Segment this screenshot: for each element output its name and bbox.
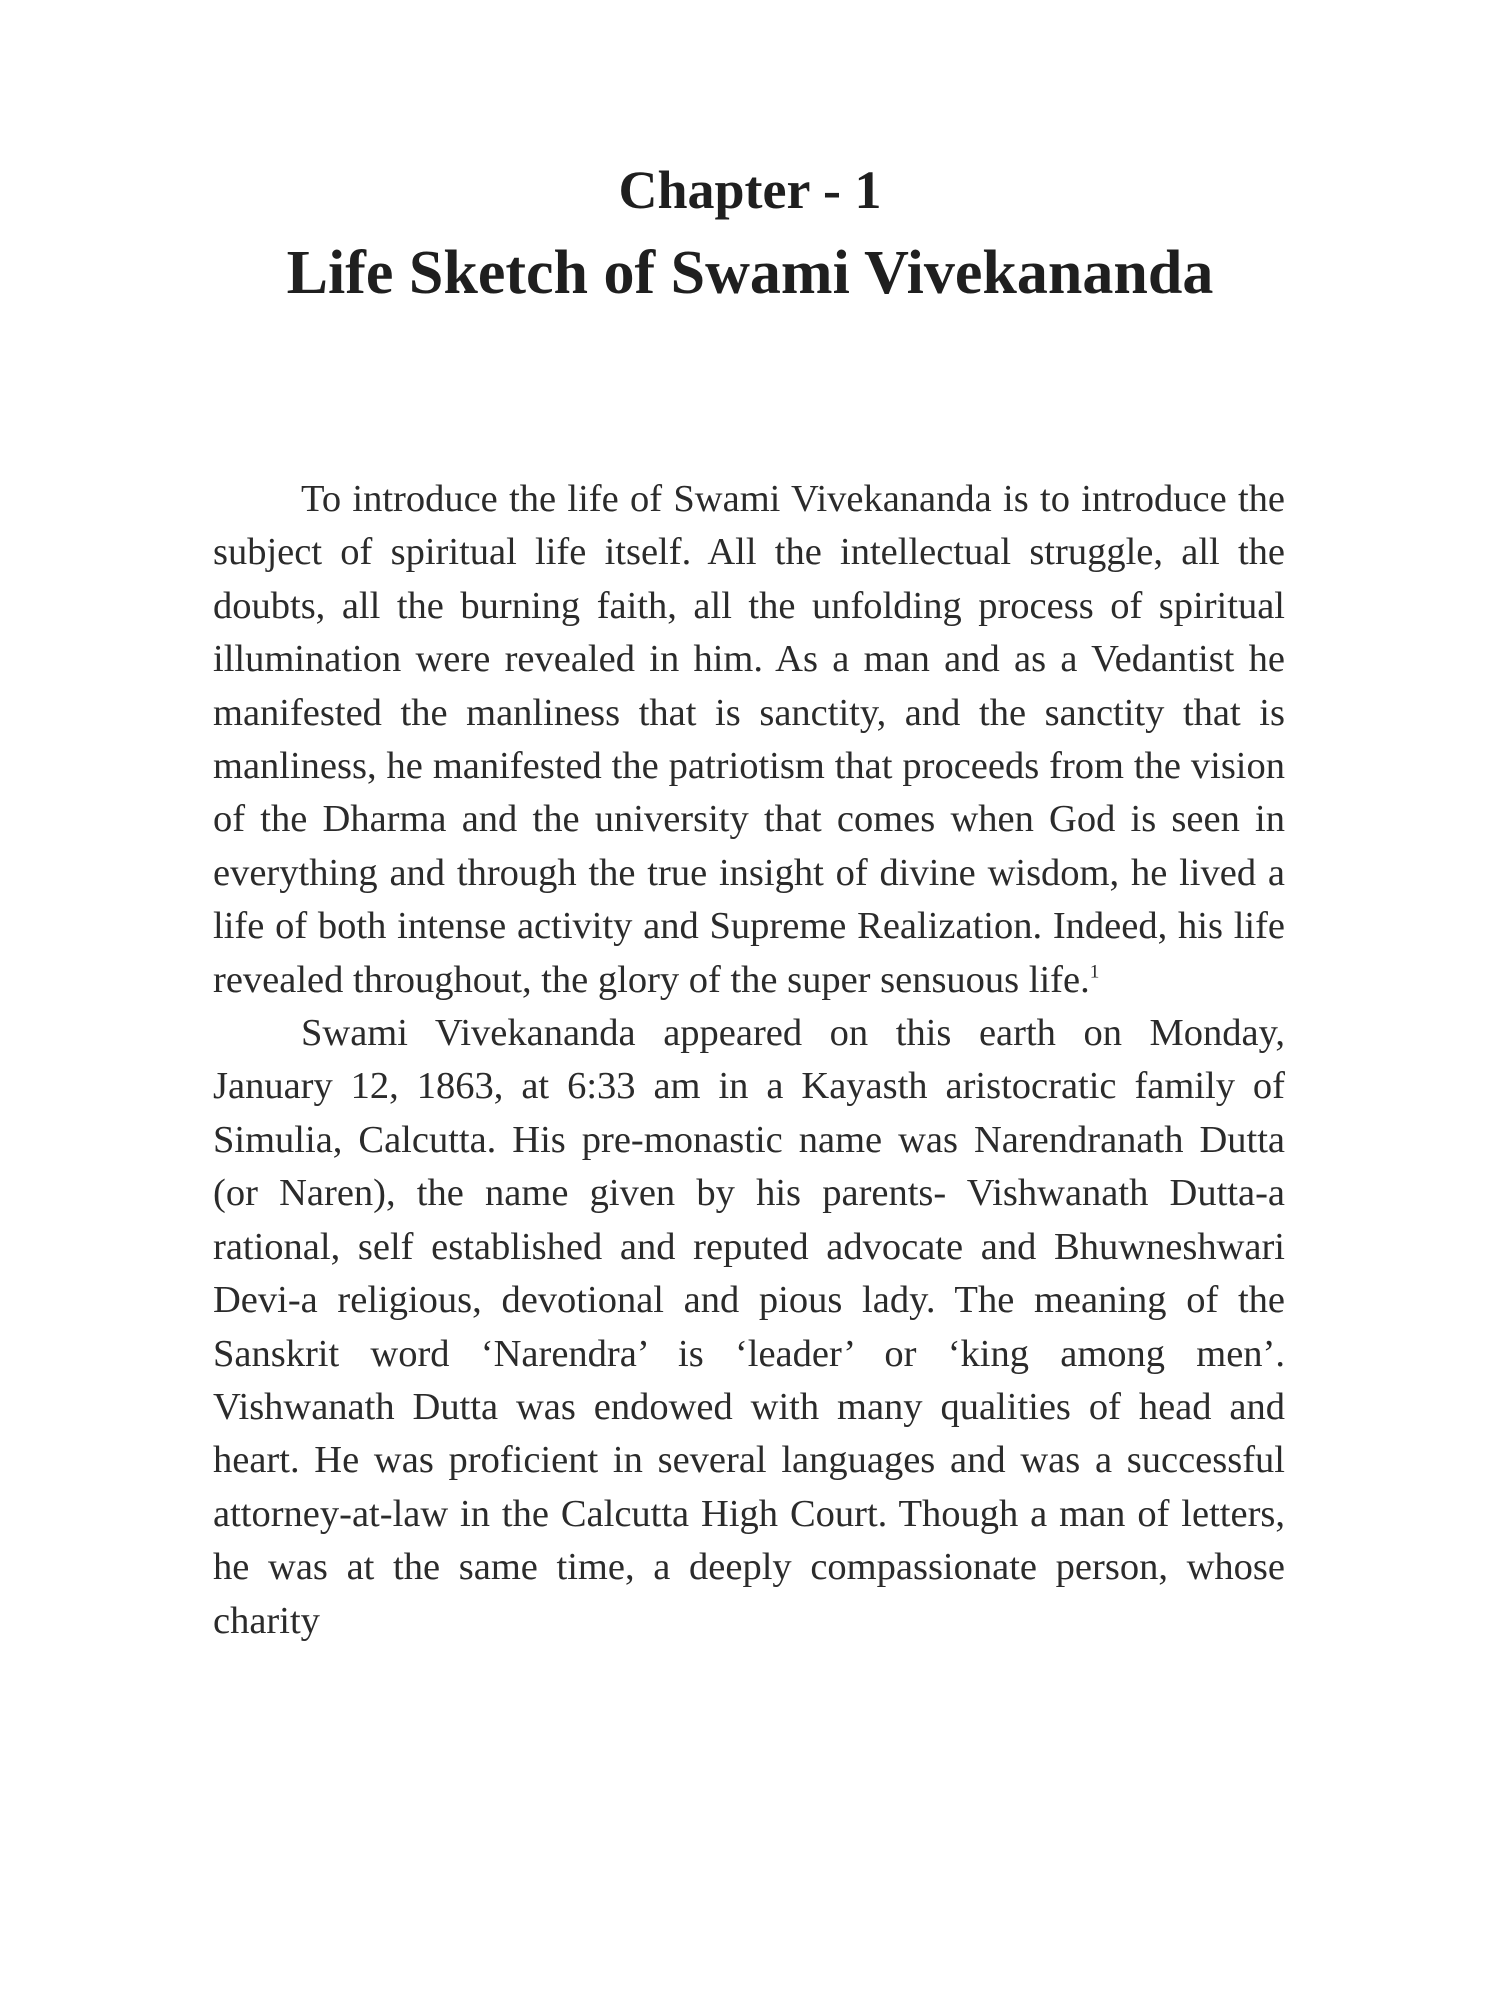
paragraph-intro-text: To introduce the life of Swami Vivekananda is to introduce the subject of spiritual life itself. All the intellectual struggle, all the doubts, all the burning faith, all the unfolding process of spiritual illumination were revealed in him. As a man and as a Vedantist he manifested the manliness that is sanctity, and the sanctity that is manliness, he manifested the patriotism that proceeds from the vision of the Dharma and the university that comes when God is seen in everything and through the true insight of divine wisdom, he lived a life of both intense activity and Supreme Realization. Indeed, his life revealed throughout, the glory of the super sensuous life. [213, 478, 1285, 1001]
paragraph-birth: Swami Vivekananda appeared on this earth on Monday, January 12, 1863, at 6:33 am in a Kayasth aristocratic family of Simulia, Calcutta. His pre-monastic name was Narendranath Dutta (or Naren), the name given by his parents- Vishwanath Dutta-a rational, self established and reputed advocate and Bhuwneshwari Devi-a religious, devotional and pious lady. The meaning of the Sanskrit word ‘Narendra’ is ‘leader’ or ‘king among men’. Vishwanath Dutta was endowed with many qualities of head and heart. He was proficient in several languages and was a successful attorney-at-law in the Calcutta High Court. Though a man of letters, he was at the same time, a deeply compassionate person, whose charity [213, 1012, 1285, 1642]
body-text [213, 473, 1285, 1648]
paragraph-intro [213, 473, 1285, 1007]
chapter-title: Life Sketch of Swami Vivekananda [286, 239, 1214, 307]
chapter-number: Chapter - 1 [618, 160, 882, 220]
footnote-reference: 1 [1089, 961, 1100, 983]
